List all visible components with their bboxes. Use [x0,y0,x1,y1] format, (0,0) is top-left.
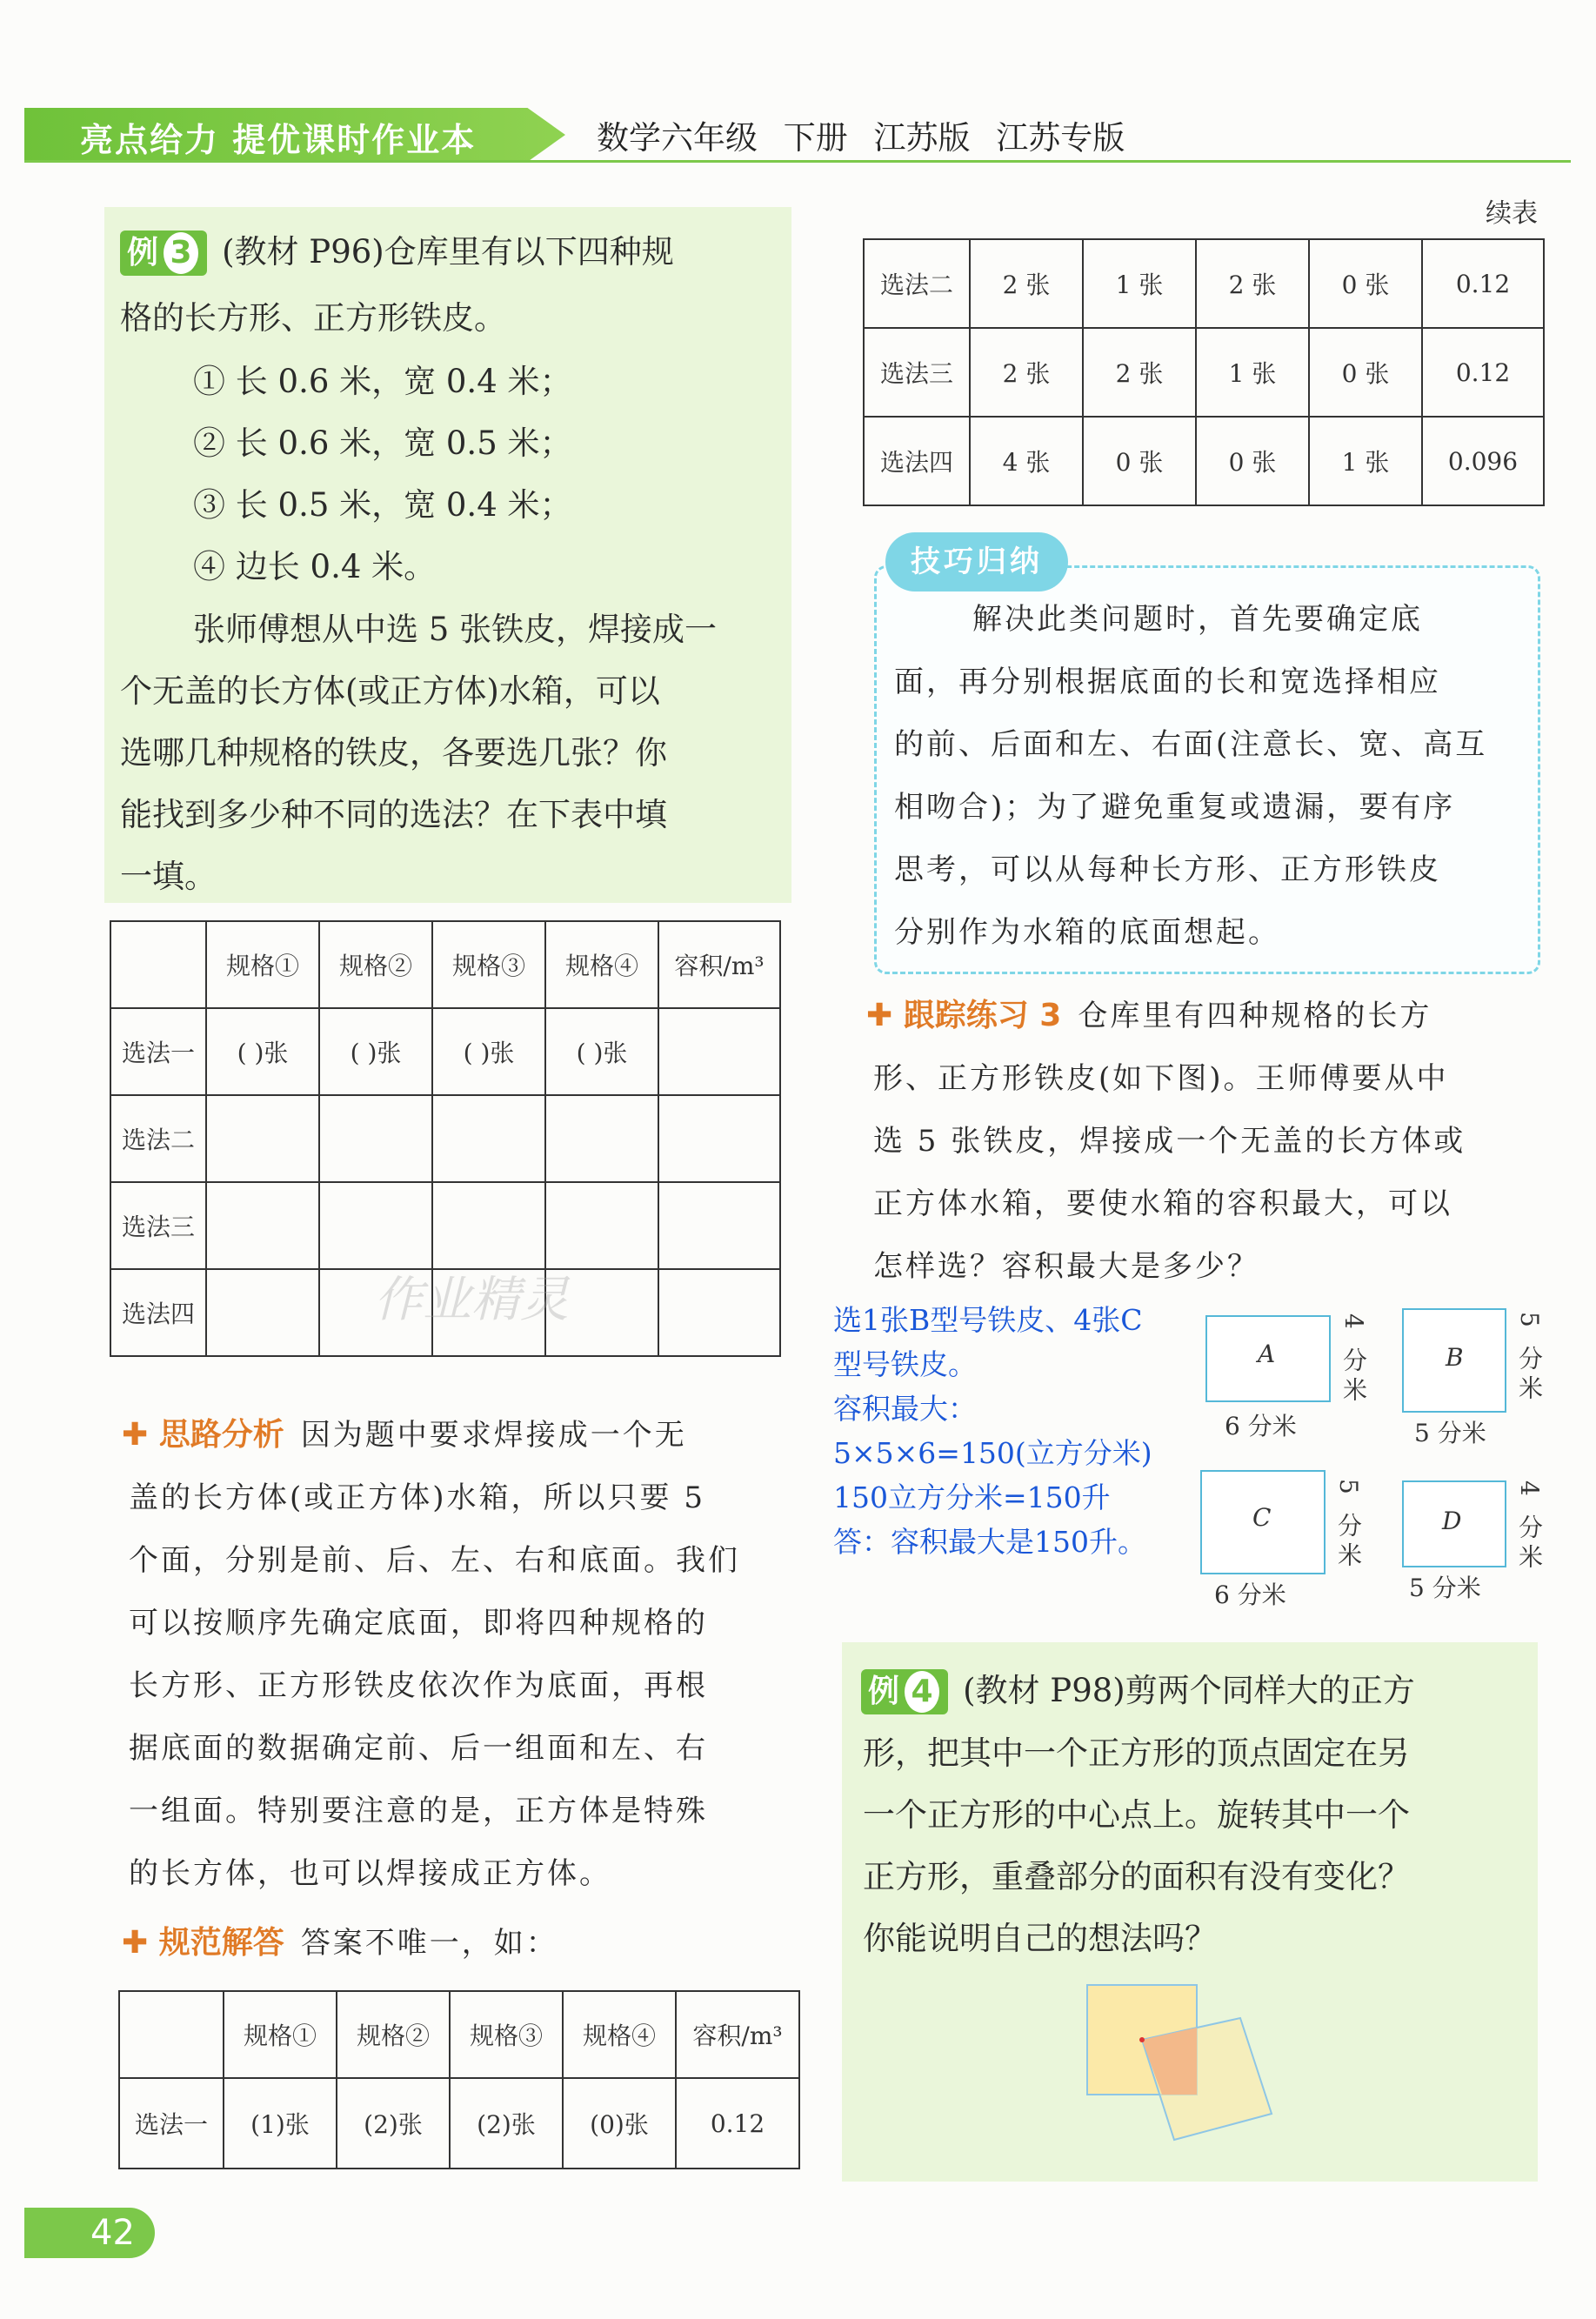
answer-line: 容积最大： [833,1392,977,1426]
page-number: 42 [24,2208,155,2258]
table-header-cell: 规格① [206,921,319,1008]
analysis-line-7: 一组面。特别要注意的是，正方体是特殊 [129,1794,708,1828]
example3-q-1: 张师傅想从中选 5 张铁皮，焊接成一 [193,611,718,648]
example3-tag: 例 3 [120,231,207,276]
answer-line: 答：容积最大是150升。 [833,1525,1146,1559]
shape-b-width: 5 分米 [1414,1419,1486,1447]
analysis-line-3: 个面，分别是前、后、左、右和底面。我们 [129,1543,740,1578]
table-row [110,1095,780,1182]
header-divider [24,160,1571,163]
table-cell[interactable]: ( )张 [545,1008,658,1095]
analysis-line-1: 因为题中要求焊接成一个无 [300,1418,687,1453]
answer-heading: ✚ 规范解答 答案不唯一，如： [122,1925,558,1961]
example4-line-3: 一个正方形的中心点上。旋转其中一个 [863,1796,1410,1834]
table-header-cell: 容积/m³ [658,921,780,1008]
table-cell[interactable] [319,1095,432,1182]
table-cell[interactable] [206,1095,319,1182]
table-cell: (2)张 [450,2078,563,2169]
table-cell: 0.12 [1422,239,1544,328]
table-row [110,1008,780,1095]
example3-q-4: 能找到多少种不同的选法？在下表中填 [120,796,667,833]
table-cell: 0 张 [1309,239,1422,328]
shape-c-width: 6 分米 [1214,1581,1286,1609]
shape-d-label: D [1442,1507,1462,1535]
table-cell[interactable] [658,1008,780,1095]
table-header-cell: 规格③ [450,1991,563,2078]
table-cell: 0 张 [1196,417,1309,505]
center-point [1139,2037,1145,2042]
table-cell[interactable] [319,1182,432,1269]
table-cell[interactable] [545,1182,658,1269]
example3-item-2: ② 长 0.6 米，宽 0.5 米； [193,424,572,462]
table-cell[interactable] [206,1182,319,1269]
skill-line-5: 思考，可以从每种长方形、正方形铁皮 [894,852,1441,887]
shape-c-label: C [1252,1503,1272,1532]
example3-line2: 格的长方形、正方形铁皮。 [120,299,506,337]
table-row [864,328,1544,417]
skill-line-2: 面，再分别根据底面的长和宽选择相应 [894,665,1441,699]
table-cell[interactable] [206,1269,319,1356]
example4-line-5: 你能说明自己的想法吗？ [863,1920,1217,1957]
table-cell[interactable]: ( )张 [432,1008,545,1095]
continued-label: 续表 [1486,198,1538,229]
table-cell[interactable]: ( )张 [319,1008,432,1095]
shape-a-width: 6 分米 [1225,1412,1297,1440]
answer-line: 5×5×6=150(立方分米) [833,1436,1152,1470]
practice3-line-4: 正方体水箱，要使水箱的容积最大，可以 [873,1186,1452,1221]
analysis-line-5: 长方形、正方形铁皮依次作为底面，再根 [129,1668,708,1703]
example3-q-2: 个无盖的长方体(或正方体)水箱，可以 [120,672,660,710]
example4-tag: 例 4 [861,1669,948,1714]
table-cell[interactable] [658,1095,780,1182]
table-cell[interactable] [658,1269,780,1356]
table-cell: 2 张 [970,328,1083,417]
shape-b-label: B [1446,1343,1464,1372]
example4-heading [861,1660,1415,1721]
example4-line-4: 正方形，重叠部分的面积有没有变化？ [863,1858,1410,1895]
table-cell: 选法二 [110,1095,206,1182]
practice3-label: 跟踪练习 3 [903,998,1062,1033]
analysis-line-8: 的长方体，也可以焊接成正方体。 [129,1856,611,1891]
example4-line-2: 形，把其中一个正方形的顶点固定在另 [863,1734,1410,1772]
table-cell[interactable] [432,1095,545,1182]
book-brand: 亮点给力 提优课时作业本 [80,121,477,159]
answer-table [118,1990,800,2169]
table-cell: (1)张 [224,2078,337,2169]
table-row [119,2078,799,2169]
table-cell: 选法一 [110,1008,206,1095]
answer-line: 150立方分米=150升 [833,1480,1111,1514]
answer-line: 型号铁皮。 [833,1347,977,1381]
example3-item-1: ① 长 0.6 米，宽 0.4 米； [193,363,572,400]
table-header-cell: 规格② [319,921,432,1008]
rotated-squares-figure [1078,1975,1287,2149]
example3-item-3: ③ 长 0.5 米，宽 0.4 米； [193,486,572,524]
example3-heading [120,221,674,283]
example3-line1: (教材 P96)仓库里有以下四种规 [222,233,674,271]
table-cell: 选法三 [864,328,970,417]
table-cell: 1 张 [1083,239,1196,328]
shape-b-height: 5 分米 [1515,1312,1544,1405]
example4-line-1: (教材 P98)剪两个同样大的正方 [963,1672,1415,1709]
table-cell: 0 张 [1083,417,1196,505]
table-cell: 选法一 [119,2078,224,2169]
example3-item-4: ④ 边长 0.4 米。 [193,548,437,585]
shape-a-height: 4 分米 [1339,1313,1368,1407]
table-cell: 2 张 [970,239,1083,328]
analysis-label: 思路分析 [158,1417,284,1453]
shape-d-width: 5 分米 [1409,1574,1481,1602]
table-cell: 选法四 [110,1269,206,1356]
table-cell[interactable] [658,1182,780,1269]
practice3-heading: ✚ 跟踪练习 3 仓库里有四种规格的长方 [866,998,1432,1033]
table-row [864,239,1544,328]
example3-q-5: 一填。 [120,858,217,895]
answer-text: 答案不唯一，如： [300,1926,558,1961]
skill-line-6: 分别作为水箱的底面想起。 [894,915,1280,950]
skill-line-3: 的前、后面和左、右面(注意长、宽、高互 [894,727,1488,762]
watermark: 作业精灵 [374,1272,569,1328]
analysis-line-4: 可以按顺序先确定底面，即将四种规格的 [129,1606,708,1641]
table-header-cell [110,921,206,1008]
table-cell: 0.12 [676,2078,799,2169]
table-row [864,417,1544,505]
book-info: 数学六年级 下册 江苏版 江苏专版 [597,119,1125,157]
table-row [110,1182,780,1269]
continued-table [863,238,1545,506]
table-header-cell: 规格① [224,1991,337,2078]
table-cell[interactable]: ( )张 [206,1008,319,1095]
table-header-cell: 规格④ [545,921,658,1008]
table-header-cell [119,1991,224,2078]
table-cell: 选法三 [110,1182,206,1269]
skill-line-4: 相吻合)；为了避免重复或遗漏，要有序 [894,790,1456,825]
table-cell: (2)张 [337,2078,450,2169]
skill-tag: 技巧归纳 [885,532,1068,591]
table-header-cell: 规格④ [563,1991,676,2078]
shape-c-height: 5 分米 [1334,1479,1363,1572]
table-header-cell: 规格③ [432,921,545,1008]
table-cell: 1 张 [1196,328,1309,417]
practice3-line-1: 仓库里有四种规格的长方 [1078,999,1432,1033]
shape-a-label: A [1258,1340,1276,1368]
answer-line: 选1张B型号铁皮、4张C [833,1303,1143,1337]
practice3-line-3: 选 5 张铁皮，焊接成一个无盖的长方体或 [873,1124,1466,1159]
practice3-line-5: 怎样选？容积最大是多少？ [873,1249,1259,1284]
skill-line-1: 解决此类问题时，首先要确定底 [972,602,1423,637]
table-cell: 0.12 [1422,328,1544,417]
table-cell: 4 张 [970,417,1083,505]
table-cell: 0 张 [1309,328,1422,417]
table-cell[interactable] [545,1095,658,1182]
shape-d-height: 4 分米 [1515,1480,1544,1574]
answer-label: 规范解答 [158,1925,284,1961]
table-cell: 2 张 [1083,328,1196,417]
table-cell: 0.096 [1422,417,1544,505]
analysis-heading: ✚ 思路分析 因为题中要求焊接成一个无 [122,1417,687,1453]
analysis-line-2: 盖的长方体(或正方体)水箱，所以只要 5 [129,1480,705,1515]
table-header-cell: 容积/m³ [676,1991,799,2078]
practice3-line-2: 形、正方形铁皮(如下图)。王师傅要从中 [873,1061,1449,1096]
table-cell: 1 张 [1309,417,1422,505]
table-cell[interactable] [432,1182,545,1269]
table-cell: 选法二 [864,239,970,328]
table-cell: 选法四 [864,417,970,505]
table-header-cell: 规格② [337,1991,450,2078]
example3-q-3: 选哪几种规格的铁皮，各要选几张？你 [120,734,667,772]
table-cell: 2 张 [1196,239,1309,328]
table-cell: (0)张 [563,2078,676,2169]
analysis-line-6: 据底面的数据确定前、后一组面和左、右 [129,1731,708,1766]
handwritten-answer [833,1298,1152,1564]
